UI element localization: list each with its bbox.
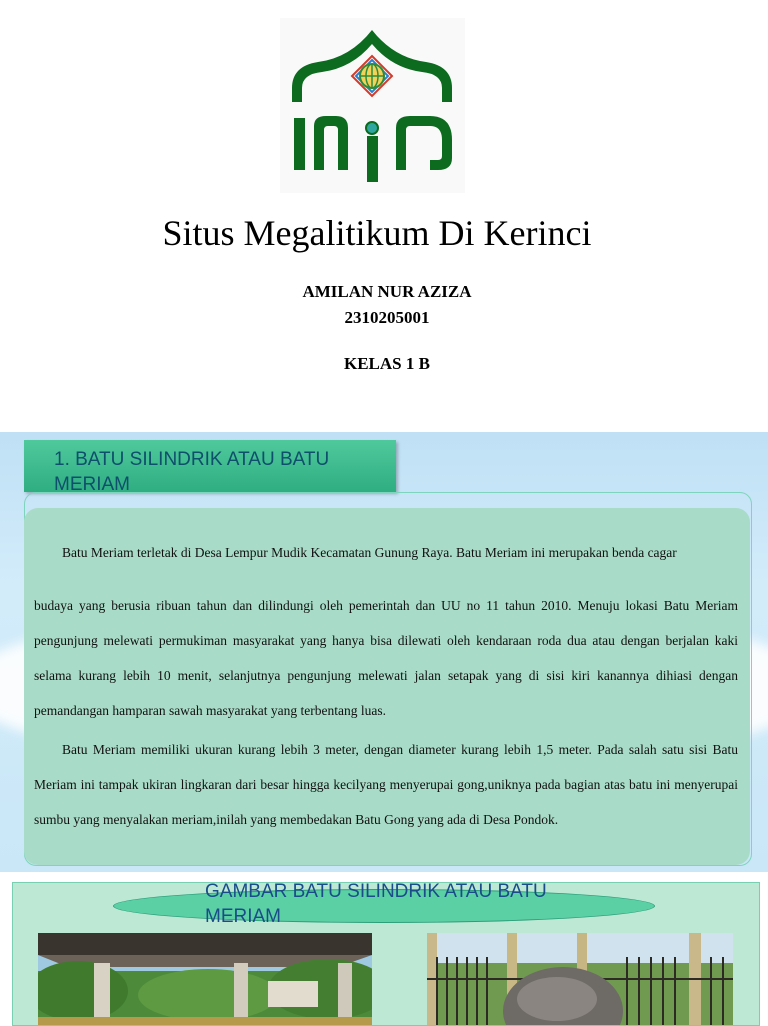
- cover-slide: [0, 0, 768, 432]
- gallery-slide: [12, 882, 760, 1026]
- paragraph-2: Batu Meriam memiliki ukuran kurang lebih 3 meter, dengan diameter kurang lebih 1,5 meter. Pada salah satu sisi Batu Meriam ini tampak ukiran lingkaran dari besar hingga kecilyang menyerupai gong,uniknya pada bagian atas batu ini menyerupai sumbu yang menyalakan meriam,inilah yang membedakan Batu Gong yang ada di Desa Pondok.: [34, 742, 738, 827]
- author-name: AMILAN NUR AZIZA: [302, 282, 472, 301]
- section-heading-box: [24, 440, 396, 495]
- photo-batu-meriam-shelter: [38, 933, 372, 1025]
- section-heading: 1. BATU SILINDRIK ATAU BATU MERIAM: [54, 449, 330, 495]
- gallery-caption: GAMBAR BATU SILINDRIK ATAU BATU MERIAM: [205, 881, 547, 927]
- page-title: Situs Megalitikum Di Kerinci: [162, 213, 592, 253]
- paragraph-1-intro: Batu Meriam terletak di Desa Lempur Mudik Kecamatan Gunung Raya. Batu Meriam ini merupakan benda cagar: [62, 545, 677, 560]
- class-label: KELAS 1 B: [344, 354, 430, 373]
- logo-text: IAIN: [288, 190, 291, 191]
- student-id: 2310205001: [344, 308, 430, 327]
- iain-logo: [280, 18, 465, 193]
- content-slide: [0, 432, 768, 872]
- paragraph-1-body: budaya yang berusia ribuan tahun dan dilindungi oleh pemerintah dan UU no 11 tahun 2010. Menuju lokasi Batu Meriam pengunjung melewati permukiman masyarakat yang hanya bisa dilewati oleh kendaraan roda dua atau dengan berjalan kaki selama kurang lebih 10 menit, selanjutnya pengunjung melewati jalan setapak yang di sisi kiri kanannya dihiasi dengan pemandangan hamparan sawah masyarakat yang terbentang luas.: [34, 598, 738, 718]
- content-box: [24, 508, 750, 865]
- photo-batu-meriam-stone: [427, 933, 733, 1025]
